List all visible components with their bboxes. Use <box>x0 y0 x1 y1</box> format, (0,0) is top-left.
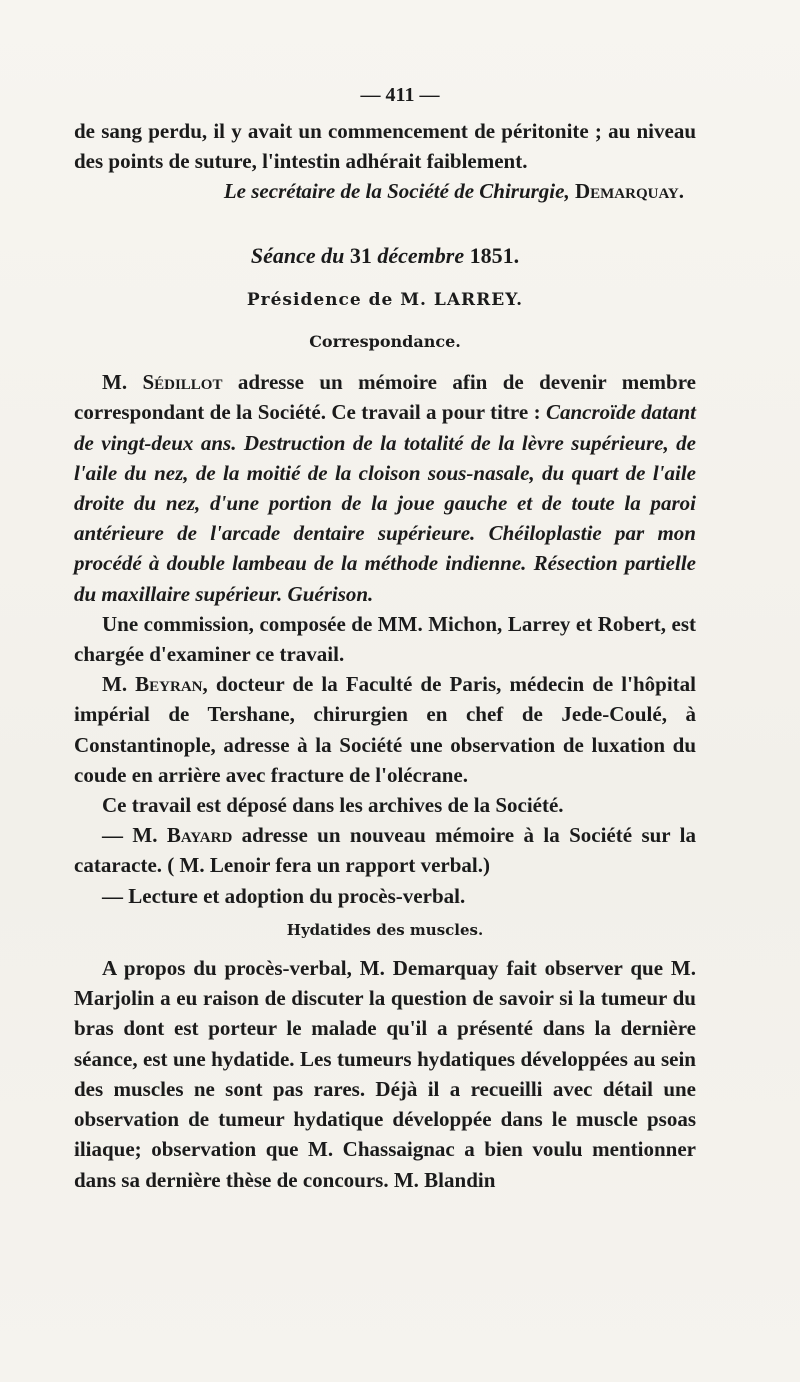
beyran-name: M. Beyran <box>102 672 203 697</box>
archives-paragraph: Ce travail est déposé dans les archives de la Société. <box>102 793 564 818</box>
page-number: — 411 — <box>360 84 440 106</box>
seance-day: 31 <box>349 242 372 268</box>
bayard-name: Bayard <box>166 823 233 848</box>
lecture-paragraph: — Lecture et adoption du procès-verbal. <box>102 883 466 908</box>
bayard-paragraph <box>74 820 696 880</box>
final-paragraph: A propos du procès-verbal, M. Demarquay fait observer que M. Marjolin a eu raison de discuter la question de savoir si la tumeur du bras dont est porteur le malade qu'il a présenté dans la dernière séance, est une hydatide. Les tumeurs hydatiques développées au sein des muscles ne sont pas rares. Déjà il a recueilli avec détail une observation de tumeur hydatique développée dans le muscle psoas iliaque; observation que M. Chassaignac a bien voulu mentionner dans sa dernière thèse de concours. M. Blandin <box>74 956 696 1192</box>
bayard-prefix: — M. <box>102 823 167 848</box>
page-body <box>74 88 696 1195</box>
sedillot-intro: adresse un mémoire afin de devenir membre correspondant de la Société. Ce travail a pour titre : <box>74 370 696 425</box>
signature-name: Demarquay. <box>574 179 684 204</box>
commission-paragraph: Une commission, composée de MM. Michon, Larrey et Robert, est chargée d'examiner ce travail. <box>74 611 696 667</box>
sedillot-title: Cancroïde datant de vingt-deux ans. Destruction de la totalité de la lèvre supérieure, de l'aile du nez, de la moitié de la cloison sous-nasale, du quart de l'aile droite du nez, d'une portion de la joue gauche et de toute la paroi antérieure de l'arcade dentaire supérieure. Chéiloplastie par mon procédé à double lambeau de la méthode indienne. Résection partielle du maxillaire supérieur. Guérison. <box>74 400 696 606</box>
secretary-signature <box>74 176 696 206</box>
seance-year: 1851. <box>469 242 520 268</box>
seance-month: décembre <box>377 242 465 268</box>
opening-paragraph: de sang perdu, il y avait un commencement de péritonite ; au niveau des points de suture, l'intestin adhérait faiblement. <box>74 119 696 174</box>
beyran-text: , docteur de la Faculté de Paris, médecin de l'hôpital impérial de Tershane, chirurgien en chef de Jede-Coulé, à Constantinople, adresse à la Société une observation de luxation du coude en arrière avec fracture de l'olécrane. <box>74 672 696 787</box>
hydatides-heading: Hydatides des muscles. <box>286 920 484 939</box>
seance-heading <box>74 241 696 271</box>
beyran-paragraph <box>74 669 696 790</box>
correspondance-heading: Correspondance. <box>309 332 461 352</box>
signature-title: Le secrétaire de la Société de Chirurgie, <box>223 179 570 204</box>
sedillot-paragraph <box>74 367 696 609</box>
sedillot-name: M. Sédillot <box>102 370 223 395</box>
seance-label: Séance du <box>250 242 345 268</box>
bayard-text: adresse un nouveau mémoire à la Société sur la cataracte. ( M. Lenoir fera un rapport verbal.) <box>74 823 696 878</box>
presidence-heading: Présidence de M. LARREY. <box>246 289 524 310</box>
